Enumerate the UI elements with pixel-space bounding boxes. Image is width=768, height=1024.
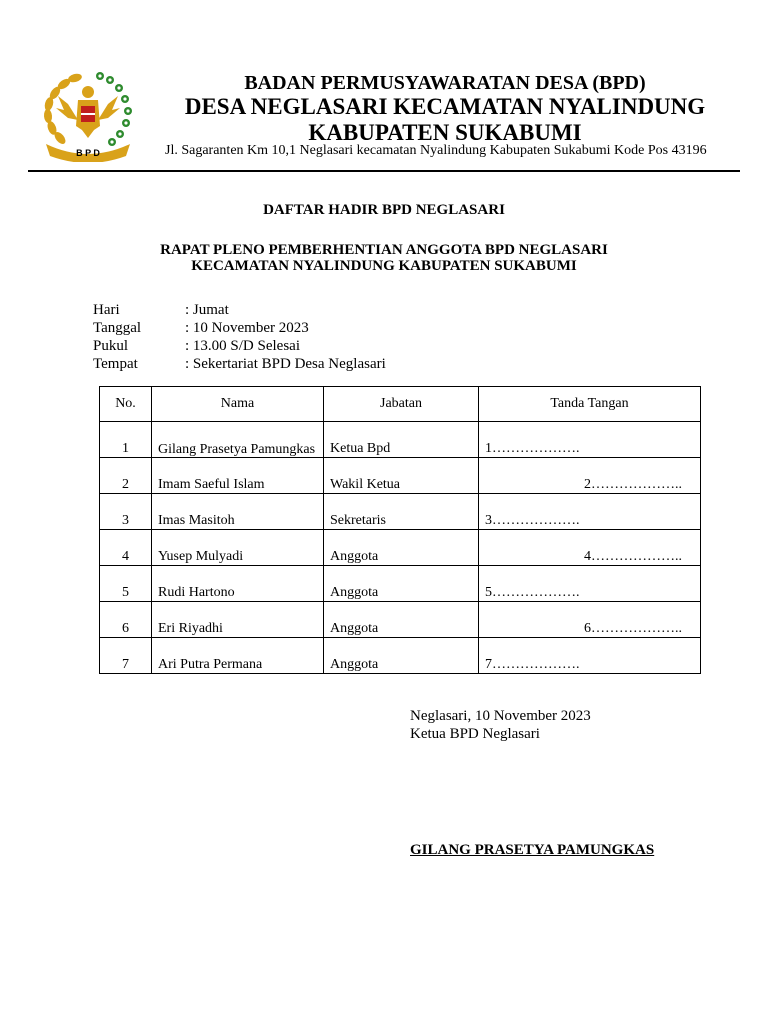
cell-signature: 5………………. [479,566,701,602]
info-row-place [93,355,386,373]
col-header-signature: Tanda Tangan [479,387,701,422]
cell-signature: 6……………….. [479,602,701,638]
table-row [100,602,701,638]
cell-signature: 3………………. [479,494,701,530]
table-header-row [100,387,701,422]
cell-no: 1 [100,422,152,458]
signature-place-date: Neglasari, 10 November 2023 [410,708,591,724]
table-row [100,494,701,530]
cell-no: 4 [100,530,152,566]
col-header-name: Nama [152,387,324,422]
header-divider [28,170,740,172]
info-label: Pukul [93,338,129,354]
cell-signature: 4……………….. [479,530,701,566]
col-header-no: No. [100,387,152,422]
cell-no: 2 [100,458,152,494]
cell-name: Imam Saeful Islam [152,458,324,494]
info-value: : Sekertariat BPD Desa Neglasari [185,356,386,372]
info-value: : Jumat [185,302,229,318]
info-value: : 13.00 S/D Selesai [185,338,300,354]
attendance-table [99,386,701,674]
cell-no: 6 [100,602,152,638]
meeting-title: RAPAT PLENO PEMBERHENTIAN ANGGOTA BPD NEGLASARI [160,242,608,258]
cell-position: Anggota [324,530,479,566]
info-label: Hari [93,302,120,318]
info-label: Tanggal [93,320,142,336]
cell-no: 5 [100,566,152,602]
cell-name: Yusep Mulyadi [152,530,324,566]
info-row-day [93,301,386,319]
info-label: Tempat [93,356,138,372]
cell-name: Ari Putra Permana [152,638,324,674]
cell-signature: 7………………. [479,638,701,674]
cell-position: Anggota [324,602,479,638]
col-header-position: Jabatan [324,387,479,422]
org-name: BADAN PERMUSYAWARATAN DESA (BPD) [244,72,646,94]
cell-position: Wakil Ketua [324,458,479,494]
signature-role: Ketua BPD Neglasari [410,726,540,742]
cell-position: Ketua Bpd [324,422,479,458]
bpd-logo-icon [38,66,138,162]
signatory-name: GILANG PRASETYA PAMUNGKAS [410,842,655,858]
table-row [100,638,701,674]
logo-text: B P D [76,148,100,158]
cell-no: 3 [100,494,152,530]
document-title: DAFTAR HADIR BPD NEGLASARI [263,202,505,218]
cell-signature: 1………………. [479,422,701,458]
meeting-subtitle: KECAMATAN NYALINDUNG KABUPATEN SUKABUMI [191,258,577,274]
cell-no: 7 [100,638,152,674]
org-address: Jl. Sagaranten Km 10,1 Neglasari kecamatan Nyalindung Kabupaten Sukabumi Kode Pos 43196 [165,143,707,158]
table-row [100,530,701,566]
table-row [100,422,701,458]
cell-position: Anggota [324,566,479,602]
cell-name: Imas Masitoh [152,494,324,530]
table-row [100,566,701,602]
org-village: DESA NEGLASARI KECAMATAN NYALINDUNG [184,94,706,119]
cell-signature: 2……………….. [479,458,701,494]
info-row-date [93,319,386,337]
info-row-time [93,337,386,355]
org-regency: KABUPATEN SUKABUMI [308,120,582,145]
cell-position: Anggota [324,638,479,674]
cell-name: Eri Riyadhi [152,602,324,638]
signature-block [410,707,591,743]
meeting-info [93,301,386,373]
cell-name: Rudi Hartono [152,566,324,602]
cell-name: Gilang Prasetya Pamungkas [152,422,324,458]
table-row [100,458,701,494]
info-value: : 10 November 2023 [185,320,309,336]
cell-position: Sekretaris [324,494,479,530]
